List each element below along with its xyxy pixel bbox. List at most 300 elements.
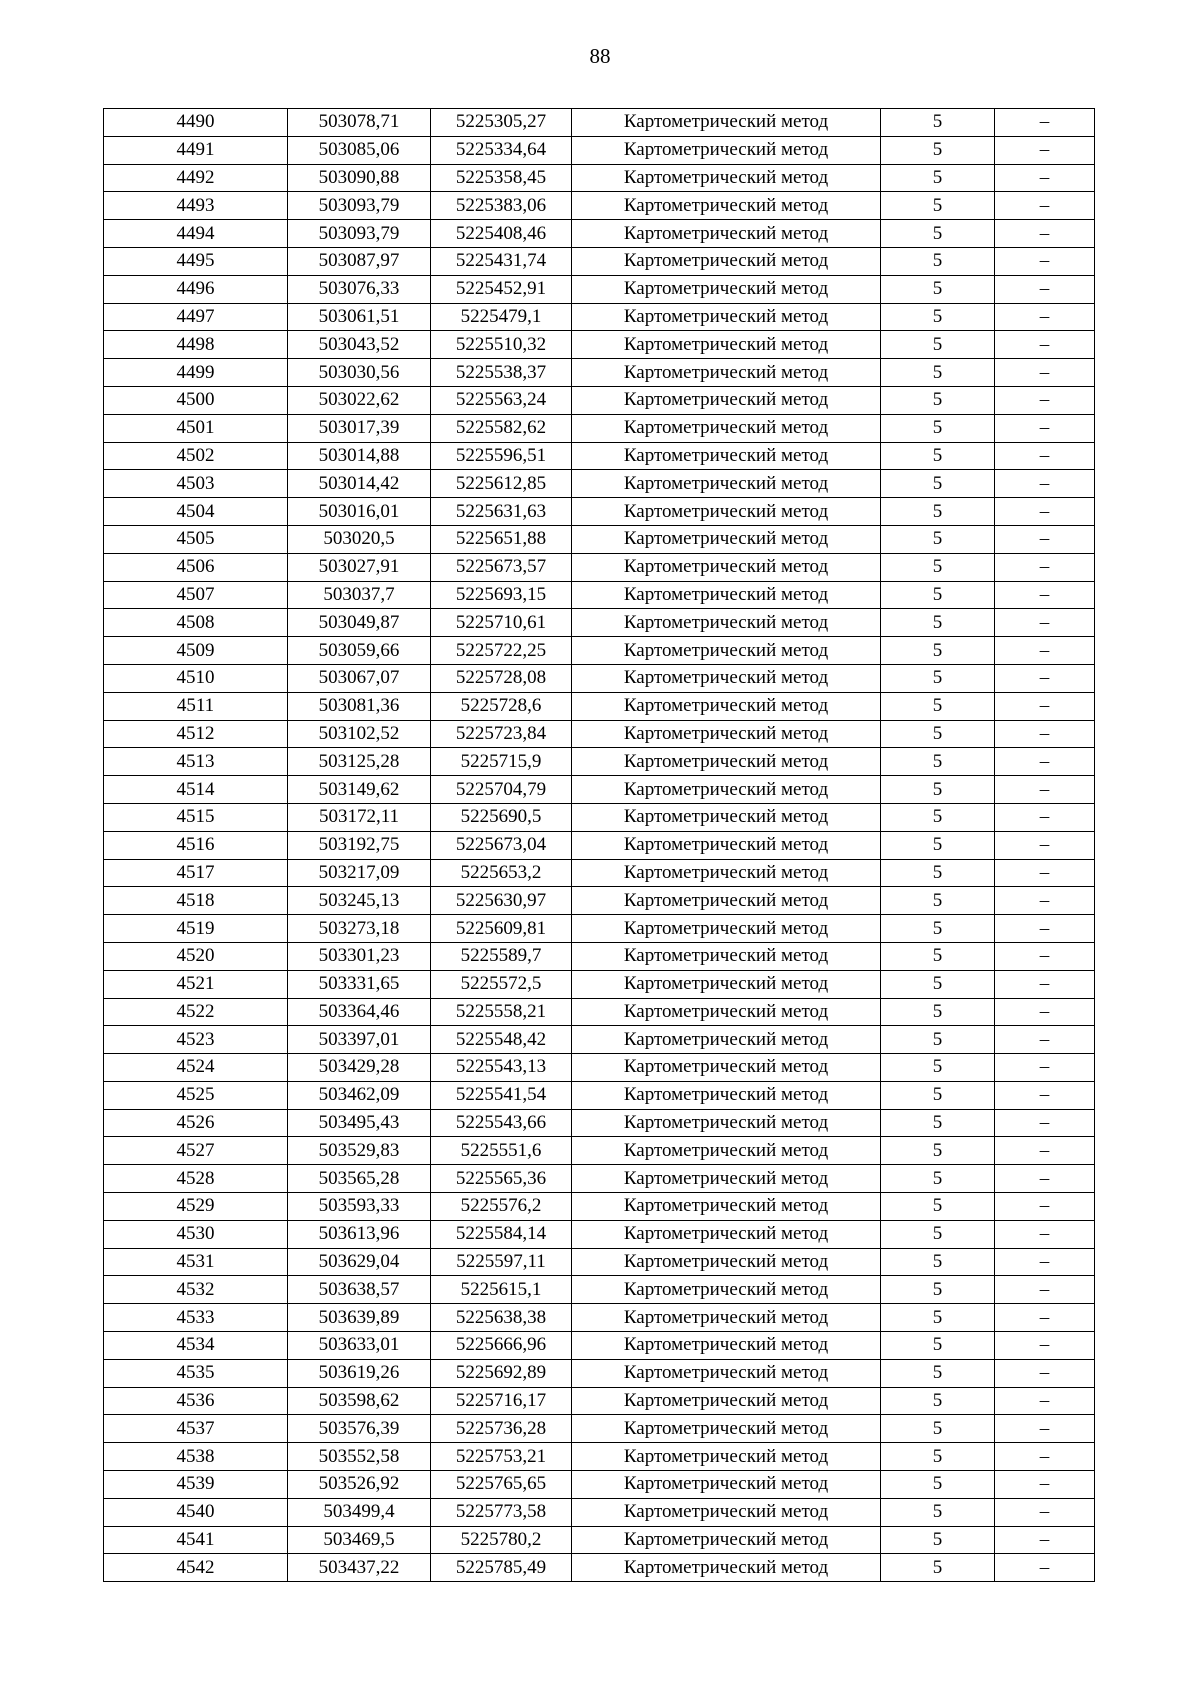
point-number-cell: 4525: [104, 1081, 288, 1109]
y-coordinate-cell: 5225673,57: [431, 553, 572, 581]
x-coordinate-cell: 503172,11: [288, 803, 431, 831]
table-row: [104, 1248, 1095, 1276]
description-cell: –: [995, 192, 1095, 220]
point-number-cell: 4540: [104, 1498, 288, 1526]
method-cell: Картометрический метод: [572, 1526, 881, 1554]
point-number-cell: 4536: [104, 1387, 288, 1415]
x-coordinate-cell: 503429,28: [288, 1054, 431, 1082]
method-cell: Картометрический метод: [572, 275, 881, 303]
method-cell: Картометрический метод: [572, 1054, 881, 1082]
x-coordinate-cell: 503499,4: [288, 1498, 431, 1526]
x-coordinate-cell: 503301,23: [288, 942, 431, 970]
y-coordinate-cell: 5225582,62: [431, 414, 572, 442]
accuracy-cell: 5: [881, 414, 995, 442]
description-cell: –: [995, 498, 1095, 526]
table-row: [104, 109, 1095, 137]
method-cell: Картометрический метод: [572, 136, 881, 164]
point-number-cell: 4508: [104, 609, 288, 637]
accuracy-cell: 5: [881, 915, 995, 943]
point-number-cell: 4514: [104, 776, 288, 804]
method-cell: Картометрический метод: [572, 664, 881, 692]
method-cell: Картометрический метод: [572, 748, 881, 776]
point-number-cell: 4499: [104, 359, 288, 387]
y-coordinate-cell: 5225452,91: [431, 275, 572, 303]
method-cell: Картометрический метод: [572, 331, 881, 359]
y-coordinate-cell: 5225710,61: [431, 609, 572, 637]
x-coordinate-cell: 503598,62: [288, 1387, 431, 1415]
x-coordinate-cell: 503638,57: [288, 1276, 431, 1304]
description-cell: –: [995, 692, 1095, 720]
accuracy-cell: 5: [881, 942, 995, 970]
description-cell: –: [995, 915, 1095, 943]
table-row: [104, 359, 1095, 387]
method-cell: Картометрический метод: [572, 1165, 881, 1193]
table-row: [104, 1415, 1095, 1443]
table-row: [104, 1220, 1095, 1248]
x-coordinate-cell: 503639,89: [288, 1304, 431, 1332]
y-coordinate-cell: 5225716,17: [431, 1387, 572, 1415]
y-coordinate-cell: 5225773,58: [431, 1498, 572, 1526]
point-number-cell: 4494: [104, 220, 288, 248]
table-row: [104, 1443, 1095, 1471]
accuracy-cell: 5: [881, 1554, 995, 1582]
x-coordinate-cell: 503090,88: [288, 164, 431, 192]
method-cell: Картометрический метод: [572, 498, 881, 526]
table-row: [104, 470, 1095, 498]
x-coordinate-cell: 503149,62: [288, 776, 431, 804]
description-cell: –: [995, 1165, 1095, 1193]
description-cell: –: [995, 720, 1095, 748]
table-row: [104, 331, 1095, 359]
table-row: [104, 1359, 1095, 1387]
y-coordinate-cell: 5225673,04: [431, 831, 572, 859]
method-cell: Картометрический метод: [572, 470, 881, 498]
y-coordinate-cell: 5225541,54: [431, 1081, 572, 1109]
accuracy-cell: 5: [881, 1165, 995, 1193]
table-row: [104, 275, 1095, 303]
description-cell: –: [995, 581, 1095, 609]
point-number-cell: 4535: [104, 1359, 288, 1387]
y-coordinate-cell: 5225780,2: [431, 1526, 572, 1554]
point-number-cell: 4527: [104, 1137, 288, 1165]
accuracy-cell: 5: [881, 1220, 995, 1248]
accuracy-cell: 5: [881, 1054, 995, 1082]
x-coordinate-cell: 503125,28: [288, 748, 431, 776]
x-coordinate-cell: 503619,26: [288, 1359, 431, 1387]
x-coordinate-cell: 503364,46: [288, 998, 431, 1026]
point-number-cell: 4539: [104, 1471, 288, 1499]
method-cell: Картометрический метод: [572, 1220, 881, 1248]
point-number-cell: 4501: [104, 414, 288, 442]
table-row: [104, 1026, 1095, 1054]
y-coordinate-cell: 5225408,46: [431, 220, 572, 248]
description-cell: –: [995, 970, 1095, 998]
y-coordinate-cell: 5225584,14: [431, 1220, 572, 1248]
accuracy-cell: 5: [881, 553, 995, 581]
method-cell: Картометрический метод: [572, 1387, 881, 1415]
accuracy-cell: 5: [881, 887, 995, 915]
point-number-cell: 4542: [104, 1554, 288, 1582]
table-row: [104, 609, 1095, 637]
description-cell: –: [995, 1304, 1095, 1332]
x-coordinate-cell: 503529,83: [288, 1137, 431, 1165]
x-coordinate-cell: 503552,58: [288, 1443, 431, 1471]
description-cell: –: [995, 220, 1095, 248]
description-cell: –: [995, 1054, 1095, 1082]
y-coordinate-cell: 5225431,74: [431, 247, 572, 275]
description-cell: –: [995, 1081, 1095, 1109]
x-coordinate-cell: 503613,96: [288, 1220, 431, 1248]
y-coordinate-cell: 5225765,65: [431, 1471, 572, 1499]
method-cell: Картометрический метод: [572, 359, 881, 387]
description-cell: –: [995, 942, 1095, 970]
table-row: [104, 553, 1095, 581]
table-row: [104, 748, 1095, 776]
x-coordinate-cell: 503022,62: [288, 386, 431, 414]
y-coordinate-cell: 5225576,2: [431, 1193, 572, 1221]
description-cell: –: [995, 998, 1095, 1026]
y-coordinate-cell: 5225704,79: [431, 776, 572, 804]
table-row: [104, 831, 1095, 859]
x-coordinate-cell: 503061,51: [288, 303, 431, 331]
accuracy-cell: 5: [881, 970, 995, 998]
x-coordinate-cell: 503565,28: [288, 1165, 431, 1193]
description-cell: –: [995, 637, 1095, 665]
x-coordinate-cell: 503576,39: [288, 1415, 431, 1443]
table-row: [104, 664, 1095, 692]
table-row: [104, 414, 1095, 442]
method-cell: Картометрический метод: [572, 692, 881, 720]
method-cell: Картометрический метод: [572, 164, 881, 192]
y-coordinate-cell: 5225722,25: [431, 637, 572, 665]
table-row: [104, 525, 1095, 553]
y-coordinate-cell: 5225785,49: [431, 1554, 572, 1582]
accuracy-cell: 5: [881, 136, 995, 164]
x-coordinate-cell: 503273,18: [288, 915, 431, 943]
x-coordinate-cell: 503017,39: [288, 414, 431, 442]
x-coordinate-cell: 503093,79: [288, 220, 431, 248]
table-row: [104, 998, 1095, 1026]
description-cell: –: [995, 803, 1095, 831]
method-cell: Картометрический метод: [572, 220, 881, 248]
method-cell: Картометрический метод: [572, 1081, 881, 1109]
x-coordinate-cell: 503085,06: [288, 136, 431, 164]
point-number-cell: 4513: [104, 748, 288, 776]
accuracy-cell: 5: [881, 1359, 995, 1387]
accuracy-cell: 5: [881, 1276, 995, 1304]
accuracy-cell: 5: [881, 859, 995, 887]
description-cell: –: [995, 275, 1095, 303]
description-cell: –: [995, 831, 1095, 859]
y-coordinate-cell: 5225596,51: [431, 442, 572, 470]
accuracy-cell: 5: [881, 1248, 995, 1276]
description-cell: –: [995, 1359, 1095, 1387]
method-cell: Картометрический метод: [572, 776, 881, 804]
point-number-cell: 4524: [104, 1054, 288, 1082]
accuracy-cell: 5: [881, 803, 995, 831]
point-number-cell: 4503: [104, 470, 288, 498]
accuracy-cell: 5: [881, 247, 995, 275]
method-cell: Картометрический метод: [572, 1498, 881, 1526]
table-row: [104, 1332, 1095, 1360]
description-cell: –: [995, 470, 1095, 498]
point-number-cell: 4526: [104, 1109, 288, 1137]
table-row: [104, 859, 1095, 887]
y-coordinate-cell: 5225651,88: [431, 525, 572, 553]
x-coordinate-cell: 503087,97: [288, 247, 431, 275]
point-number-cell: 4506: [104, 553, 288, 581]
accuracy-cell: 5: [881, 1026, 995, 1054]
x-coordinate-cell: 503437,22: [288, 1554, 431, 1582]
description-cell: –: [995, 664, 1095, 692]
accuracy-cell: 5: [881, 1137, 995, 1165]
table-row: [104, 442, 1095, 470]
description-cell: –: [995, 1332, 1095, 1360]
x-coordinate-cell: 503192,75: [288, 831, 431, 859]
point-number-cell: 4537: [104, 1415, 288, 1443]
y-coordinate-cell: 5225728,08: [431, 664, 572, 692]
accuracy-cell: 5: [881, 748, 995, 776]
method-cell: Картометрический метод: [572, 637, 881, 665]
x-coordinate-cell: 503081,36: [288, 692, 431, 720]
table-row: [104, 637, 1095, 665]
method-cell: Картометрический метод: [572, 1471, 881, 1499]
table-row: [104, 1165, 1095, 1193]
description-cell: –: [995, 748, 1095, 776]
description-cell: –: [995, 303, 1095, 331]
table-row: [104, 1304, 1095, 1332]
accuracy-cell: 5: [881, 192, 995, 220]
accuracy-cell: 5: [881, 303, 995, 331]
accuracy-cell: 5: [881, 776, 995, 804]
description-cell: –: [995, 1387, 1095, 1415]
point-number-cell: 4512: [104, 720, 288, 748]
y-coordinate-cell: 5225728,6: [431, 692, 572, 720]
point-number-cell: 4505: [104, 525, 288, 553]
accuracy-cell: 5: [881, 359, 995, 387]
method-cell: Картометрический метод: [572, 192, 881, 220]
x-coordinate-cell: 503030,56: [288, 359, 431, 387]
accuracy-cell: 5: [881, 637, 995, 665]
x-coordinate-cell: 503014,42: [288, 470, 431, 498]
point-number-cell: 4519: [104, 915, 288, 943]
description-cell: –: [995, 1276, 1095, 1304]
x-coordinate-cell: 503020,5: [288, 525, 431, 553]
accuracy-cell: 5: [881, 1471, 995, 1499]
y-coordinate-cell: 5225609,81: [431, 915, 572, 943]
accuracy-cell: 5: [881, 1332, 995, 1360]
accuracy-cell: 5: [881, 692, 995, 720]
description-cell: –: [995, 359, 1095, 387]
method-cell: Картометрический метод: [572, 942, 881, 970]
point-number-cell: 4532: [104, 1276, 288, 1304]
table-row: [104, 887, 1095, 915]
table-row: [104, 1081, 1095, 1109]
point-number-cell: 4496: [104, 275, 288, 303]
y-coordinate-cell: 5225563,24: [431, 386, 572, 414]
point-number-cell: 4490: [104, 109, 288, 137]
accuracy-cell: 5: [881, 1443, 995, 1471]
x-coordinate-cell: 503469,5: [288, 1526, 431, 1554]
description-cell: –: [995, 331, 1095, 359]
x-coordinate-cell: 503526,92: [288, 1471, 431, 1499]
point-number-cell: 4522: [104, 998, 288, 1026]
accuracy-cell: 5: [881, 581, 995, 609]
y-coordinate-cell: 5225615,1: [431, 1276, 572, 1304]
table-row: [104, 1193, 1095, 1221]
y-coordinate-cell: 5225558,21: [431, 998, 572, 1026]
accuracy-cell: 5: [881, 525, 995, 553]
y-coordinate-cell: 5225692,89: [431, 1359, 572, 1387]
table-row: [104, 970, 1095, 998]
x-coordinate-cell: 503495,43: [288, 1109, 431, 1137]
accuracy-cell: 5: [881, 1193, 995, 1221]
description-cell: –: [995, 859, 1095, 887]
table-row: [104, 1526, 1095, 1554]
description-cell: –: [995, 553, 1095, 581]
description-cell: –: [995, 1026, 1095, 1054]
method-cell: Картометрический метод: [572, 803, 881, 831]
point-number-cell: 4504: [104, 498, 288, 526]
method-cell: Картометрический метод: [572, 1554, 881, 1582]
x-coordinate-cell: 503093,79: [288, 192, 431, 220]
coordinates-table: [103, 108, 1095, 1582]
table-row: [104, 136, 1095, 164]
point-number-cell: 4518: [104, 887, 288, 915]
accuracy-cell: 5: [881, 220, 995, 248]
description-cell: –: [995, 1415, 1095, 1443]
table-row: [104, 1137, 1095, 1165]
x-coordinate-cell: 503102,52: [288, 720, 431, 748]
description-cell: –: [995, 1137, 1095, 1165]
table-row: [104, 498, 1095, 526]
table-row: [104, 720, 1095, 748]
point-number-cell: 4502: [104, 442, 288, 470]
x-coordinate-cell: 503629,04: [288, 1248, 431, 1276]
accuracy-cell: 5: [881, 1415, 995, 1443]
table-row: [104, 1554, 1095, 1582]
description-cell: –: [995, 414, 1095, 442]
accuracy-cell: 5: [881, 1387, 995, 1415]
x-coordinate-cell: 503016,01: [288, 498, 431, 526]
table-row: [104, 303, 1095, 331]
point-number-cell: 4510: [104, 664, 288, 692]
description-cell: –: [995, 1109, 1095, 1137]
method-cell: Картометрический метод: [572, 1443, 881, 1471]
method-cell: Картометрический метод: [572, 1248, 881, 1276]
accuracy-cell: 5: [881, 1081, 995, 1109]
y-coordinate-cell: 5225543,66: [431, 1109, 572, 1137]
accuracy-cell: 5: [881, 275, 995, 303]
y-coordinate-cell: 5225565,36: [431, 1165, 572, 1193]
table-row: [104, 692, 1095, 720]
method-cell: Картометрический метод: [572, 414, 881, 442]
table-row: [104, 1471, 1095, 1499]
y-coordinate-cell: 5225736,28: [431, 1415, 572, 1443]
description-cell: –: [995, 1220, 1095, 1248]
x-coordinate-cell: 503331,65: [288, 970, 431, 998]
x-coordinate-cell: 503049,87: [288, 609, 431, 637]
x-coordinate-cell: 503027,91: [288, 553, 431, 581]
y-coordinate-cell: 5225358,45: [431, 164, 572, 192]
description-cell: –: [995, 1554, 1095, 1582]
point-number-cell: 4541: [104, 1526, 288, 1554]
table-row: [104, 386, 1095, 414]
point-number-cell: 4507: [104, 581, 288, 609]
x-coordinate-cell: 503462,09: [288, 1081, 431, 1109]
method-cell: Картометрический метод: [572, 831, 881, 859]
description-cell: –: [995, 1471, 1095, 1499]
description-cell: –: [995, 164, 1095, 192]
table-row: [104, 1498, 1095, 1526]
point-number-cell: 4511: [104, 692, 288, 720]
table-row: [104, 942, 1095, 970]
point-number-cell: 4515: [104, 803, 288, 831]
method-cell: Картометрический метод: [572, 581, 881, 609]
point-number-cell: 4498: [104, 331, 288, 359]
y-coordinate-cell: 5225543,13: [431, 1054, 572, 1082]
method-cell: Картометрический метод: [572, 1304, 881, 1332]
y-coordinate-cell: 5225630,97: [431, 887, 572, 915]
point-number-cell: 4538: [104, 1443, 288, 1471]
x-coordinate-cell: 503076,33: [288, 275, 431, 303]
point-number-cell: 4529: [104, 1193, 288, 1221]
x-coordinate-cell: 503245,13: [288, 887, 431, 915]
table-row: [104, 581, 1095, 609]
table-row: [104, 803, 1095, 831]
table-row: [104, 192, 1095, 220]
y-coordinate-cell: 5225383,06: [431, 192, 572, 220]
description-cell: –: [995, 1248, 1095, 1276]
point-number-cell: 4523: [104, 1026, 288, 1054]
description-cell: –: [995, 776, 1095, 804]
description-cell: –: [995, 386, 1095, 414]
y-coordinate-cell: 5225510,32: [431, 331, 572, 359]
accuracy-cell: 5: [881, 1304, 995, 1332]
accuracy-cell: 5: [881, 664, 995, 692]
y-coordinate-cell: 5225693,15: [431, 581, 572, 609]
description-cell: –: [995, 109, 1095, 137]
description-cell: –: [995, 1193, 1095, 1221]
description-cell: –: [995, 442, 1095, 470]
y-coordinate-cell: 5225548,42: [431, 1026, 572, 1054]
description-cell: –: [995, 1443, 1095, 1471]
accuracy-cell: 5: [881, 109, 995, 137]
method-cell: Картометрический метод: [572, 609, 881, 637]
description-cell: –: [995, 609, 1095, 637]
table-row: [104, 220, 1095, 248]
x-coordinate-cell: 503078,71: [288, 109, 431, 137]
method-cell: Картометрический метод: [572, 109, 881, 137]
method-cell: Картометрический метод: [572, 1137, 881, 1165]
x-coordinate-cell: 503043,52: [288, 331, 431, 359]
point-number-cell: 4492: [104, 164, 288, 192]
y-coordinate-cell: 5225723,84: [431, 720, 572, 748]
method-cell: Картометрический метод: [572, 998, 881, 1026]
method-cell: Картометрический метод: [572, 720, 881, 748]
method-cell: Картометрический метод: [572, 303, 881, 331]
x-coordinate-cell: 503067,07: [288, 664, 431, 692]
table-row: [104, 1054, 1095, 1082]
x-coordinate-cell: 503217,09: [288, 859, 431, 887]
x-coordinate-cell: 503059,66: [288, 637, 431, 665]
point-number-cell: 4531: [104, 1248, 288, 1276]
method-cell: Картометрический метод: [572, 247, 881, 275]
x-coordinate-cell: 503593,33: [288, 1193, 431, 1221]
point-number-cell: 4528: [104, 1165, 288, 1193]
method-cell: Картометрический метод: [572, 553, 881, 581]
method-cell: Картометрический метод: [572, 915, 881, 943]
